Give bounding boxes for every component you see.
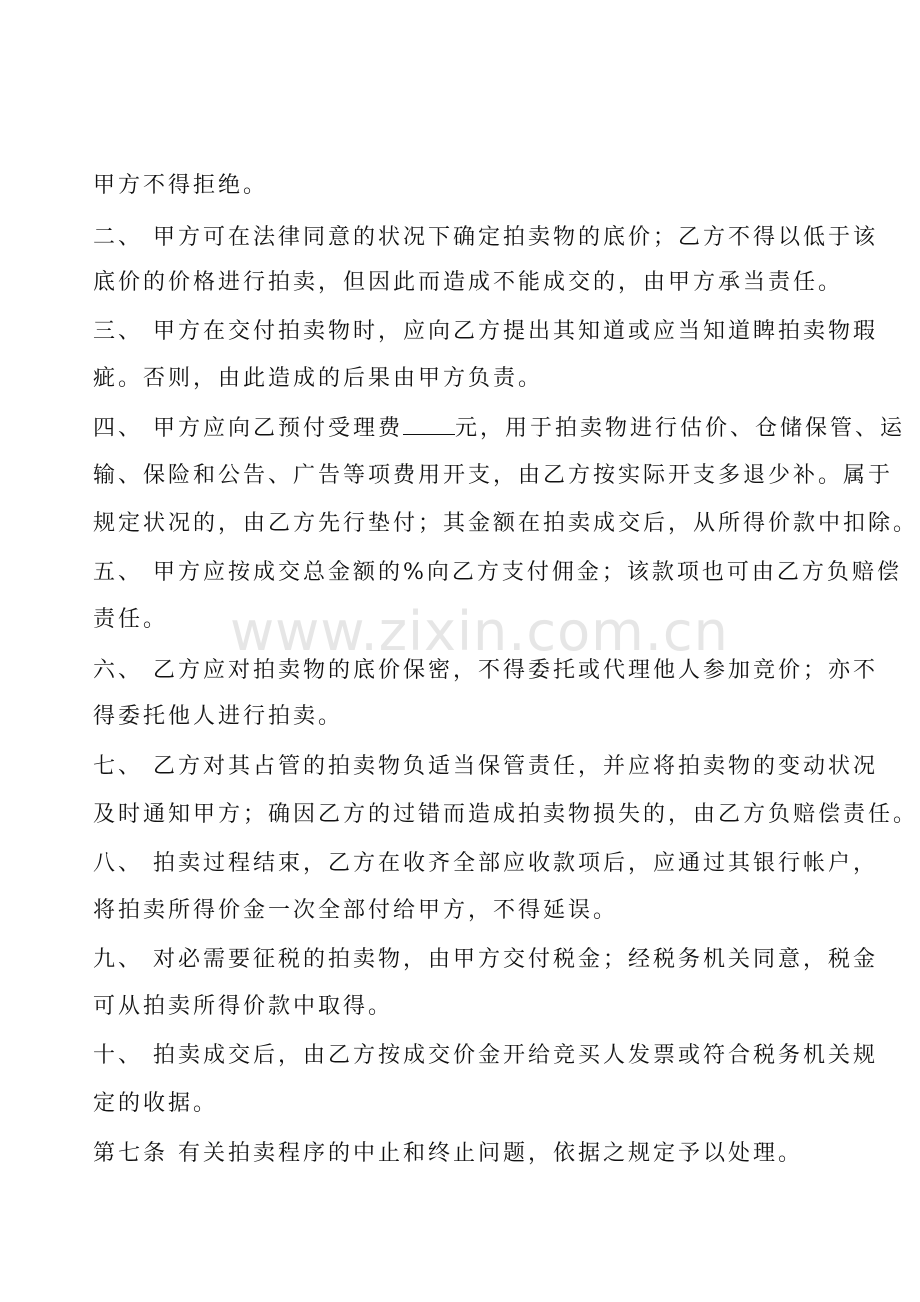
clause-2-line-2: 底价的价格进行拍卖，但因此而造成不能成交的，由甲方承当责任。 xyxy=(93,270,844,295)
clause-4-line-2: 输、保险和公告、广告等项费用开支，由乙方按实际开支多退少补。属于 xyxy=(93,463,894,488)
fee-blank xyxy=(403,414,455,435)
clause-3-line-2: 疵。否则，由此造成的后果由甲方负责。 xyxy=(93,366,544,391)
clause-6-line-1: 六、 乙方应对拍卖物的底价保密，不得委托或代理他人参加竞价；亦不 xyxy=(93,658,878,683)
clause-8-line-2: 将拍卖所得价金一次全部付给甲方，不得延误。 xyxy=(93,898,619,923)
clause-10-line-1: 十、 拍卖成交后，由乙方按成交价金开给竞买人发票或符合税务机关规 xyxy=(93,1043,878,1068)
clause-5-line-2: 责任。 xyxy=(93,607,169,632)
clause-8-line-1: 八、 拍卖过程结束，乙方在收齐全部应收款项后，应通过其银行帐户， xyxy=(93,851,878,876)
article-7-line: 第七条 有关拍卖程序的中止和终止问题，依据之规定予以处理。 xyxy=(93,1141,803,1166)
clause-5-line-1: 五、 甲方应按成交总金额的%向乙方支付佣金；该款项也可由乙方负赔偿 xyxy=(93,560,902,585)
text-line: 甲方不得拒绝。 xyxy=(93,173,269,198)
clause-7-line-2: 及时通知甲方；确因乙方的过错而造成拍卖物损失的，由乙方负赔偿责任。 xyxy=(93,802,919,827)
clause-4-text-after-blank: 元，用于拍卖物进行估价、仓储保管、运 xyxy=(455,416,906,441)
clause-4-text-before-blank: 四、 甲方应向乙预付受理费 xyxy=(93,416,403,441)
clause-9-line-2: 可从拍卖所得价款中取得。 xyxy=(93,994,394,1019)
clause-7-line-1: 七、 乙方对其占管的拍卖物负适当保管责任，并应将拍卖物的变动状况 xyxy=(93,754,878,779)
watermark: www.zixin.com.cn xyxy=(230,600,729,663)
clause-6-line-2: 得委托他人进行拍卖。 xyxy=(93,704,344,729)
clause-9-line-1: 九、 对必需要征税的拍卖物，由甲方交付税金；经税务机关同意，税金 xyxy=(93,947,878,972)
clause-3-line-1: 三、 甲方在交付拍卖物时，应向乙方提出其知道或应当知道睥拍卖物瑕 xyxy=(93,319,878,344)
clause-4-line-3: 规定状况的，由乙方先行垫付；其金额在拍卖成交后，从所得价款中扣除。 xyxy=(93,511,919,536)
clause-2-line-1: 二、 甲方可在法律同意的状况下确定拍卖物的底价；乙方不得以低于该 xyxy=(93,225,878,250)
clause-10-line-2: 定的收据。 xyxy=(93,1091,219,1116)
clause-4-line-1 xyxy=(93,414,905,444)
